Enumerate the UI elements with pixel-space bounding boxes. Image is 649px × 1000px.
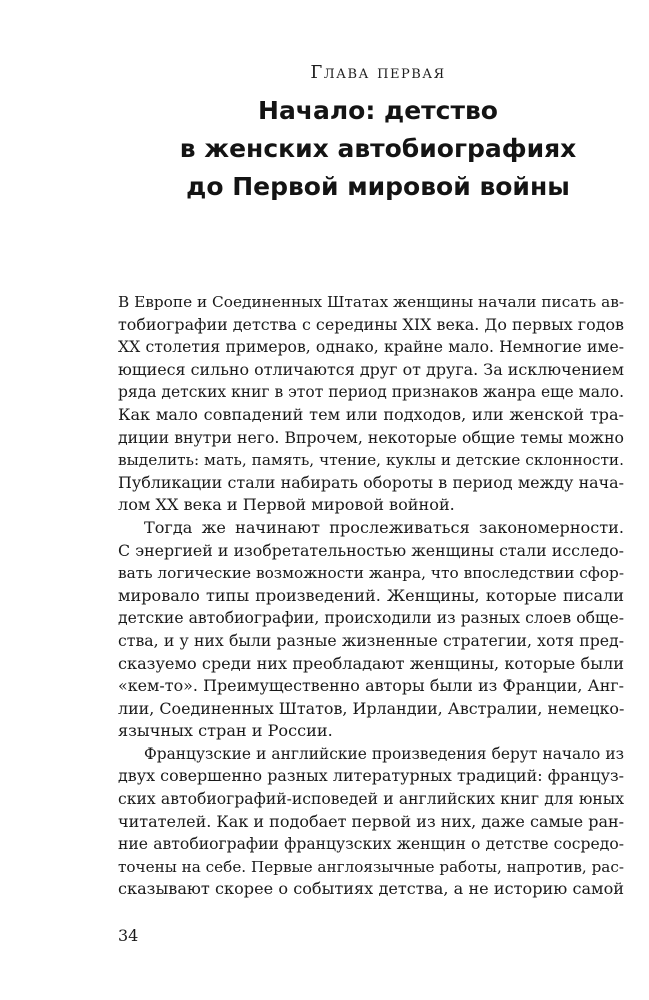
text-line: ряда детских книг в этот период признаков жанра еще мало. [118,383,625,402]
body-text [118,291,624,901]
text-line: Как мало совпадений тем или подходов, или женской тра- [118,404,624,424]
chapter-title-line: в женских автобиографиях [179,134,577,163]
text-line: ющиеся сильно отличаются друг от друга. За исключением [118,359,624,379]
text-line: XX столетия примеров, однако, крайне мало. Немногие име- [118,338,624,357]
text-line: детские автобиографии, происходили из разных слоев обще- [118,609,624,628]
text-line: мировало типы произведений. Женщины, которые писали [118,585,624,605]
text-line: ских автобиографий-исповедей и английских книг для юных [118,790,624,809]
text-line: ства, и у них были разные жизненные стратегии, хотя пред- [118,630,624,650]
text-line: точены на себе. Первые англоязычные работы, напротив, рас- [118,857,624,876]
text-line: лом XX века и Первой мировой войной. [118,495,455,515]
text-line: двух совершенно разных литературных традиций: француз- [118,766,624,786]
text-line: читателей. Как и подобает первой из них, даже самые ран- [118,811,625,831]
text-line: язычных стран и России. [118,721,333,741]
text-line: Публикации стали набирать обороты в период между нача- [118,472,624,492]
text-line: диции внутри него. Впрочем, некоторые общие темы можно [118,427,624,447]
text-line: В Европе и Соединенных Штатах женщины начали писать ав- [118,293,624,311]
text-line: сказывают скорее о событиях детства, а не историю самой [118,879,624,899]
page-number: 34 [118,926,139,945]
text-line: выделить: мать, память, чтение, куклы и детские склонности. [118,451,624,470]
text-line: Тогда же начинают прослеживаться закономерности. [144,517,624,537]
text-line: вать логические возможности жанра, что впоследствии сфор- [118,564,624,583]
text-line: «кем-то». Преимущественно авторы были из Франции, Анг- [118,676,624,696]
chapter-title-line: Начало: детство [258,96,498,125]
text-line: ние автобиографии французских женщин о детстве сосредо- [118,835,624,854]
text-line: С энергией и изобретательностью женщины стали исследо- [118,540,624,560]
text-line: сказуемо среди них преобладают женщины, которые были [118,653,624,673]
chapter-label: Глава первая [310,62,446,83]
chapter-title-line: до Первой мировой войны [186,172,570,201]
text-line: Французские и английские произведения берут начало из [144,744,624,763]
chapter-title [118,92,638,206]
text-line: лии, Соединенных Штатов, Ирландии, Австралии, немецко- [118,698,625,718]
text-line: тобиографии детства с середины XIX века. До первых годов [118,314,624,334]
